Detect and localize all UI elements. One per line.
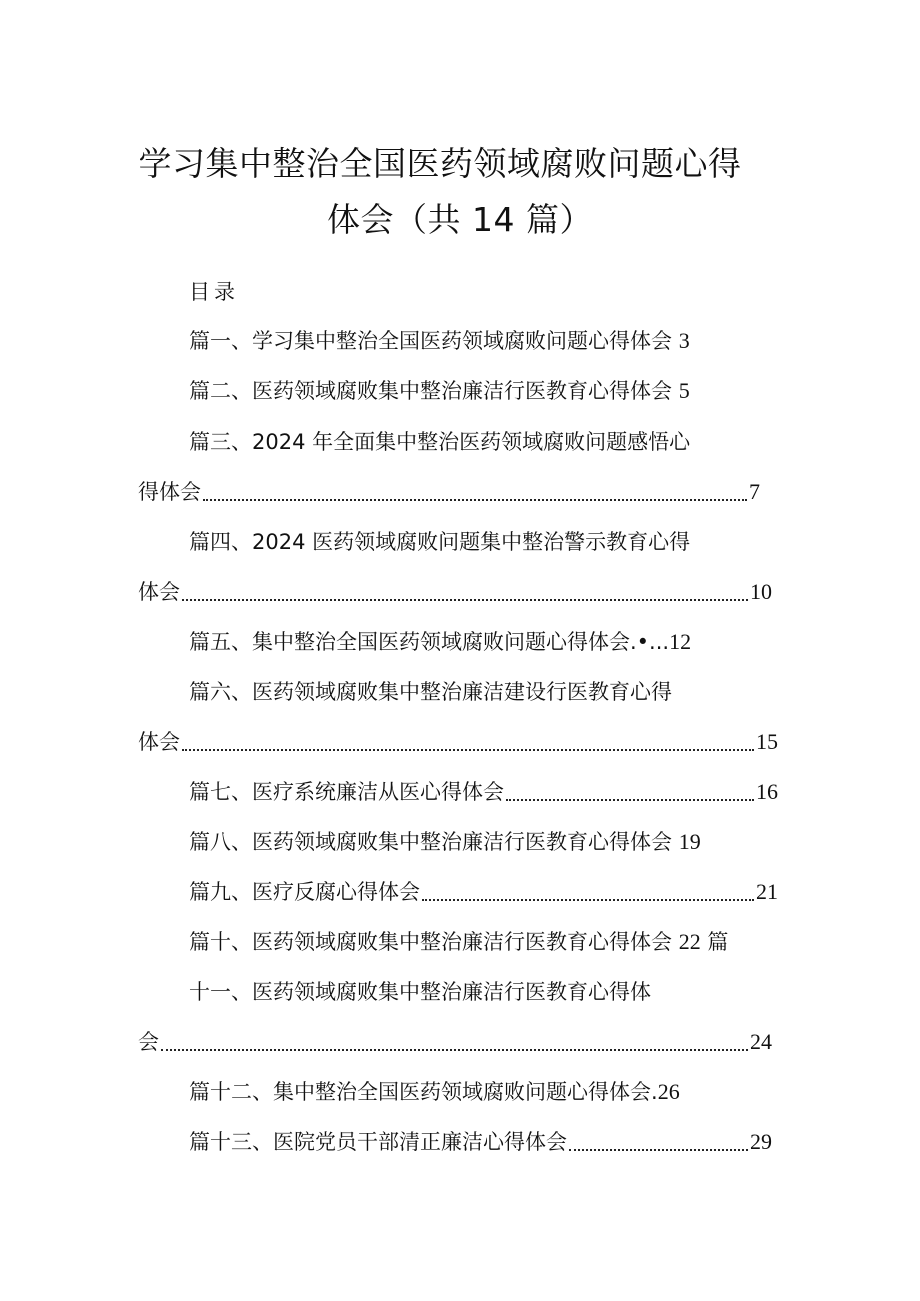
toc-entry-page: 15 [756,729,778,754]
toc-entry-4-line-1[interactable]: 篇四、2024 医药领域腐败问题集中整治警示教育心得 [189,530,691,554]
leader-dots [161,1049,748,1051]
toc-entry-title: 篇十、医药领域腐败集中整治廉洁行医教育心得体会 [189,930,672,954]
toc-entry-6-line-1[interactable]: 篇六、医药领域腐败集中整治廉洁建设行医教育心得 [189,680,672,704]
toc-entry-title: 体会 [138,730,180,754]
toc-entry-title: 篇十三、医院党员干部清正廉洁心得体会 [189,1130,567,1154]
toc-entry-4-line-2[interactable] [138,577,772,607]
toc-entry-6-line-2[interactable] [138,727,778,757]
toc-entry-3-line-1[interactable]: 篇三、2024 年全面集中整治医药领域腐败问题感悟心 [189,430,691,454]
document-title-line-1: 学习集中整治全国医药领域腐败问题心得 [138,144,742,183]
document-title-line-2: 体会（共 14 篇） [327,200,593,239]
toc-entry-11-line-2[interactable] [138,1027,772,1057]
toc-entry-3-line-2[interactable] [138,477,760,507]
toc-entry-page: 26 [657,1079,680,1104]
toc-entry-13[interactable] [189,1127,772,1157]
toc-entry-page: 24 [750,1029,772,1054]
leader-dots [203,499,747,501]
toc-entry-2[interactable] [189,376,690,406]
leader-dots [182,599,748,601]
toc-entry-title: 篇一、学习集中整治全国医药领域腐败问题心得体会 [189,329,672,353]
toc-entry-page: 7 [749,479,760,504]
toc-entry-page: 10 [750,579,772,604]
toc-entry-page: 16 [756,779,778,804]
toc-entry-1[interactable] [189,326,690,356]
toc-entry-page: 19 [678,829,701,854]
toc-entry-page: 5 [678,378,690,403]
leader-dots [182,749,754,751]
toc-entry-title: 篇九、医疗反腐心得体会 [189,880,420,904]
toc-entry-title: 会 [138,1030,159,1054]
toc-entry-page: 22 [678,929,701,954]
toc-entry-title: 篇八、医药领域腐败集中整治廉洁行医教育心得体会 [189,830,672,854]
toc-entry-suffix: 篇 [707,930,729,954]
toc-entry-9[interactable] [189,877,778,907]
toc-entry-page: 29 [750,1129,772,1154]
toc-entry-5[interactable] [189,627,691,657]
leader-dots [422,899,754,901]
toc-heading: 目录 [189,280,239,304]
toc-entry-11-line-1[interactable]: 十一、医药领域腐败集中整治廉洁行医教育心得体 [189,980,651,1004]
toc-entry-title: 体会 [138,580,180,604]
leader-dots [506,799,754,801]
toc-entry-7[interactable] [189,777,778,807]
toc-entry-title: 篇二、医药领域腐败集中整治廉洁行医教育心得体会 [189,379,672,403]
toc-entry-page: 21 [756,879,778,904]
toc-entry-title: 篇七、医疗系统廉洁从医心得体会 [189,780,504,804]
toc-entry-title: 篇五、集中整治全国医药领域腐败问题心得体会.•... [189,630,670,654]
toc-entry-page: 12 [669,629,692,654]
toc-entry-page: 3 [678,328,690,353]
toc-entry-12[interactable] [189,1077,680,1107]
toc-entry-title: 篇十二、集中整治全国医药领域腐败问题心得体会. [189,1080,658,1104]
toc-entry-10[interactable] [189,927,728,957]
toc-entry-8[interactable] [189,827,701,857]
toc-entry-title: 得体会 [138,480,201,504]
leader-dots [569,1149,748,1151]
